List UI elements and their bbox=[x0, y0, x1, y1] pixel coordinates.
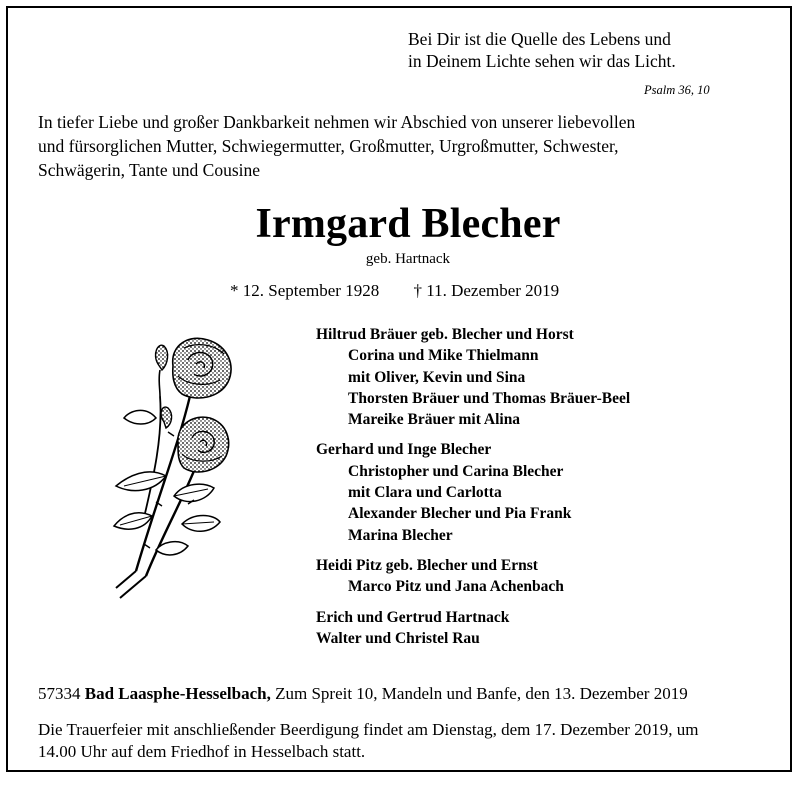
birth-date: * 12. September 1928 bbox=[230, 281, 380, 300]
family-group bbox=[316, 555, 630, 598]
family-head: Walter und Christel Rau bbox=[316, 629, 480, 647]
quote-line-2: in Deinem Lichte sehen wir das Licht. bbox=[408, 51, 676, 71]
obituary-notice bbox=[6, 6, 792, 772]
address-date: Zum Spreit 10, Mandeln und Banfe, den 13. Dezember 2019 bbox=[275, 684, 688, 703]
bible-quote bbox=[408, 28, 778, 72]
life-dates bbox=[230, 281, 559, 301]
quote-source: Psalm 36, 10 bbox=[644, 83, 710, 97]
family-list bbox=[316, 324, 630, 649]
family-member: Corina und Mike Thielmann bbox=[348, 347, 539, 365]
intro-line-1: In tiefer Liebe und großer Dankbarkeit nehmen wir Abschied von unserer liebevollen bbox=[38, 112, 636, 132]
family-member: mit Oliver, Kevin und Sina bbox=[348, 368, 526, 386]
family-head: Heidi Pitz geb. Blecher und Ernst bbox=[316, 556, 538, 574]
intro-line-2: und fürsorglichen Mutter, Schwiegermutter, Großmutter, Urgroßmutter, Schwester, bbox=[38, 136, 619, 156]
funeral-info bbox=[38, 719, 778, 763]
family-member: Mareike Bräuer mit Alina bbox=[348, 411, 521, 429]
family-head: Hiltrud Bräuer geb. Blecher und Horst bbox=[316, 326, 574, 343]
deceased-name: Irmgard Blecher bbox=[255, 201, 561, 247]
funeral-line-1: Die Trauerfeier mit anschließender Beerdigung findet am Dienstag, dem 17. Dezember 2019, um bbox=[38, 720, 699, 739]
place-date-line bbox=[38, 684, 688, 704]
family-member: Christopher und Carina Blecher bbox=[348, 462, 564, 480]
intro-line-3: Schwägerin, Tante und Cousine bbox=[38, 160, 261, 180]
postcode: 57334 bbox=[38, 684, 81, 703]
family-member: mit Clara und Carlotta bbox=[348, 484, 502, 502]
quote-line-1: Bei Dir ist die Quelle des Lebens und bbox=[408, 29, 671, 49]
death-date: † 11. Dezember 2019 bbox=[413, 281, 560, 300]
family-member: Marco Pitz und Jana Achenbach bbox=[348, 578, 564, 596]
intro-text bbox=[38, 110, 768, 182]
funeral-line-2: 14.00 Uhr auf dem Friedhof in Hesselbach statt. bbox=[38, 742, 366, 761]
maiden-name: geb. Hartnack bbox=[365, 251, 451, 267]
family-head: Gerhard und Inge Blecher bbox=[316, 441, 492, 459]
town-name: Bad Laasphe-Hesselbach, bbox=[84, 684, 271, 703]
family-head: Erich und Gertrud Hartnack bbox=[316, 608, 510, 626]
family-member: Alexander Blecher und Pia Frank bbox=[348, 505, 572, 523]
family-member: Thorsten Bräuer und Thomas Bräuer-Beel bbox=[348, 389, 631, 407]
family-group bbox=[316, 324, 630, 430]
family-group bbox=[316, 439, 630, 545]
family-group bbox=[316, 607, 630, 650]
rose-illustration bbox=[78, 326, 268, 606]
family-member: Marina Blecher bbox=[348, 526, 453, 544]
